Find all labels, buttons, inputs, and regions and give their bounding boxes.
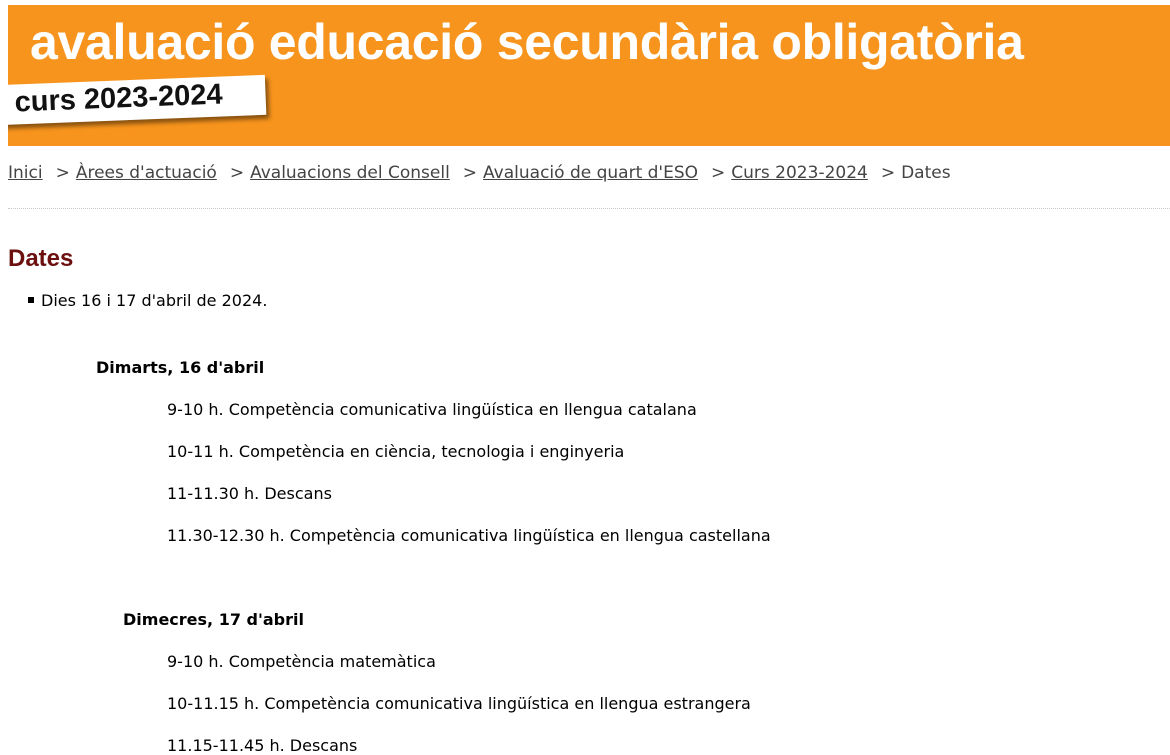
breadcrumb-link-quart-eso[interactable]: Avaluació de quart d'ESO bbox=[483, 163, 699, 183]
schedule-slot: 11.30-12.30 h. Competència comunicativa lingüística en llengua castellana bbox=[167, 526, 771, 545]
breadcrumb bbox=[8, 163, 951, 183]
schedule-slot: 11-11.30 h. Descans bbox=[167, 484, 332, 503]
dates-bullet bbox=[28, 291, 267, 310]
schedule-slot: 11.15-11.45 h. Descans bbox=[167, 736, 358, 755]
breadcrumb-link-inici[interactable]: Inici bbox=[8, 163, 43, 183]
bullet-square-icon bbox=[28, 297, 34, 303]
schedule-slot: 9-10 h. Competència comunicativa lingüística en llengua catalana bbox=[167, 400, 697, 419]
breadcrumb-separator: > bbox=[55, 163, 70, 183]
breadcrumb-link-avaluacions[interactable]: Avaluacions del Consell bbox=[250, 163, 450, 183]
header-banner bbox=[8, 5, 1170, 146]
schedule-slot: 9-10 h. Competència matemàtica bbox=[167, 652, 436, 671]
breadcrumb-separator: > bbox=[880, 163, 896, 183]
breadcrumb-separator: > bbox=[229, 163, 245, 183]
breadcrumb-separator: > bbox=[711, 163, 726, 183]
breadcrumb-link-curs[interactable]: Curs 2023-2024 bbox=[731, 163, 868, 183]
page-title: Dates bbox=[8, 245, 74, 272]
breadcrumb-current: Dates bbox=[901, 163, 951, 183]
school-year-strip bbox=[8, 75, 266, 125]
day-heading-wednesday: Dimecres, 17 d'abril bbox=[123, 610, 304, 629]
divider bbox=[8, 208, 1170, 209]
school-year-label: curs 2023-2024 bbox=[14, 78, 224, 119]
schedule-slot: 10-11.15 h. Competència comunicativa lingüística en llengua estrangera bbox=[167, 694, 751, 713]
day-heading-tuesday: Dimarts, 16 d'abril bbox=[96, 358, 265, 377]
banner-title: avaluació educació secundària obligatòria bbox=[30, 14, 1024, 70]
schedule-slot: 10-11 h. Competència en ciència, tecnologia i enginyeria bbox=[167, 442, 625, 461]
breadcrumb-link-arees[interactable]: Àrees d'actuació bbox=[75, 163, 217, 183]
breadcrumb-separator: > bbox=[462, 163, 478, 183]
dates-bullet-text: Dies 16 i 17 d'abril de 2024. bbox=[41, 291, 268, 310]
